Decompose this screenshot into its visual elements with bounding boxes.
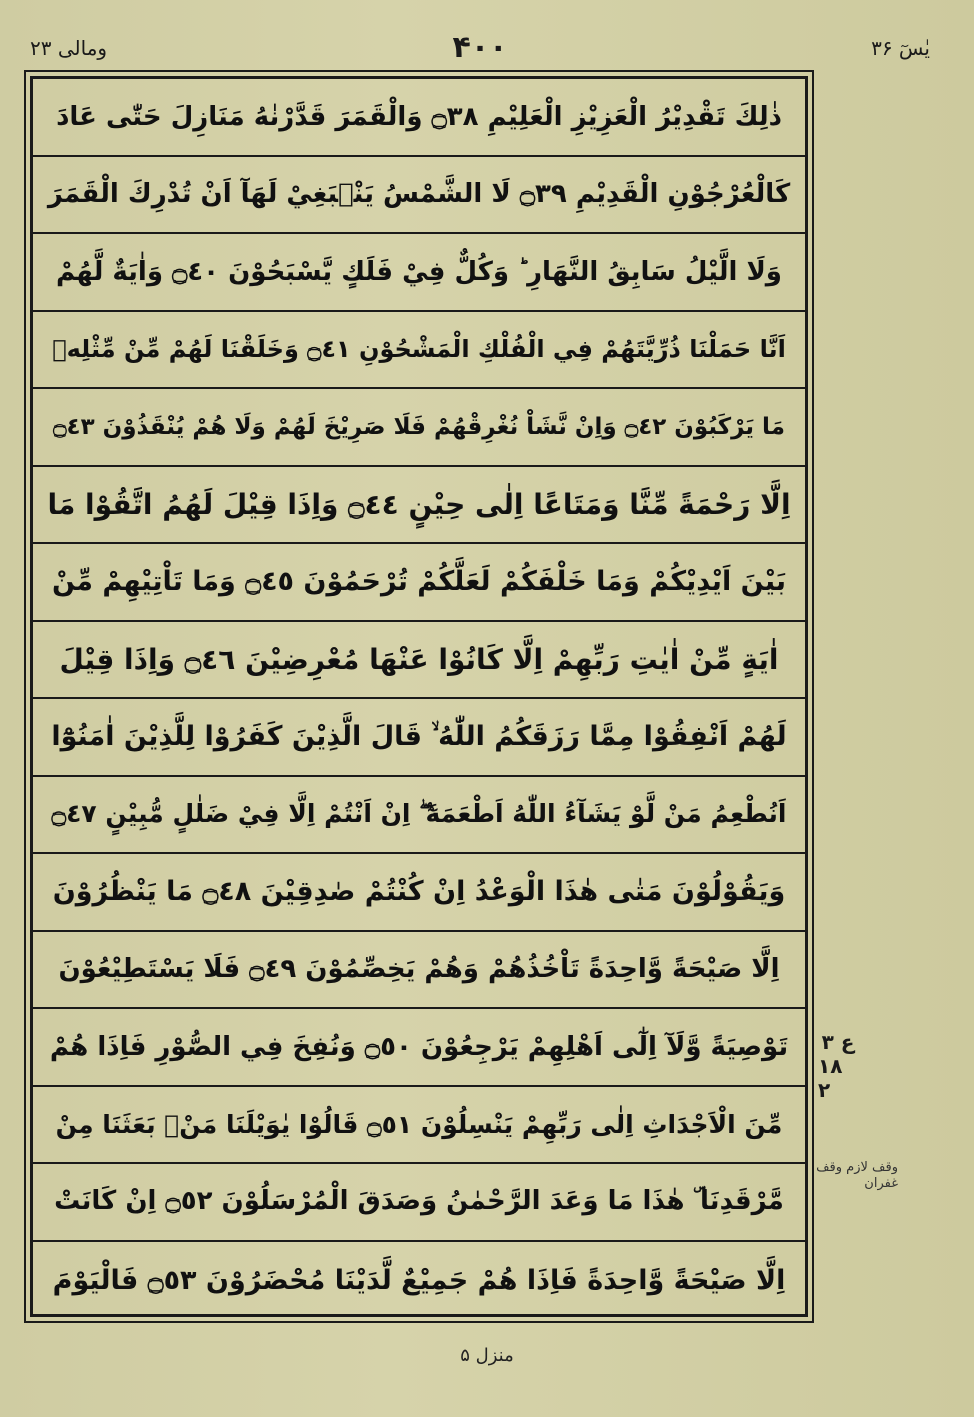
line-text: كَالْعُرْجُوْنِ الْقَدِيْمِ ۝٣٩ لَا الشَّمْسُ يَنْۢبَغِيْ لَهَآ اَنْ تُدْرِكَ الْقَمَرَ <box>47 179 791 210</box>
page-number: ۴۰۰ <box>452 30 508 65</box>
line-text: اَنَّا حَمَلْنَا ذُرِّيَّتَهُمْ فِي الْفُلْكِ الْمَشْحُوْنِ ۝٤١ وَخَلَقْنَا لَهُمْ مِّنْ مِّثْلِهٖ <box>52 335 786 364</box>
line-text: ذٰلِكَ تَقْدِيْرُ الْعَزِيْزِ الْعَلِيْمِ ۝٣٨ وَالْقَمَرَ قَدَّرْنٰهُ مَنَازِلَ حَتّٰى عَادَ <box>56 101 782 132</box>
manzil-footer: منزل ۵ <box>460 1345 514 1366</box>
text-line <box>33 312 805 390</box>
stop-note: وقف لازم وقف غفران <box>816 1160 898 1191</box>
text-line <box>33 854 805 932</box>
text-line <box>33 1087 805 1165</box>
juz-name: ومالی ۲۳ <box>30 36 108 60</box>
text-frame <box>30 76 808 1317</box>
text-line <box>33 1164 805 1242</box>
text-line <box>33 622 805 700</box>
text-line <box>33 234 805 312</box>
page-header <box>30 28 930 68</box>
line-text: اِلَّا صَيْحَةً وَّاحِدَةً فَاِذَا هُمْ جَمِيْعٌ لَّدَيْنَا مُحْضَرُوْنَ ۝٥٣ فَالْيَوْمَ <box>52 1264 786 1296</box>
ruku-marker <box>818 1030 858 1110</box>
line-text: تَوْصِيَةً وَّلَآ اِلٰٓى اَهْلِهِمْ يَرْجِعُوْنَ ۝٥٠ وَنُفِخَ فِي الصُّوْرِ فَاِذَا هُمْ <box>49 1031 789 1062</box>
text-line <box>33 79 805 157</box>
line-text: اٰيَةٍ مِّنْ اٰيٰتِ رَبِّهِمْ اِلَّا كَانُوْا عَنْهَا مُعْرِضِيْنَ ۝٤٦ وَاِذَا قِيْلَ <box>59 642 779 676</box>
text-line <box>33 1242 805 1320</box>
text-line <box>33 699 805 777</box>
line-text: اِلَّا رَحْمَةً مِّنَّا وَمَتَاعًا اِلٰى حِيْنٍ ۝٤٤ وَاِذَا قِيْلَ لَهُمُ اتَّقُوْا مَا <box>47 487 791 521</box>
line-text: مَّرْقَدِنَا ۜ هٰذَا مَا وَعَدَ الرَّحْمٰنُ وَصَدَقَ الْمُرْسَلُوْنَ ۝٥٢ اِنْ كَانَتْ <box>54 1186 784 1217</box>
line-text: اَنُطْعِمُ مَنْ لَّوْ يَشَآءُ اللّٰهُ اَطْعَمَهٗٓ ۖ اِنْ اَنْتُمْ اِلَّا فِيْ ضَلٰلٍ مُّبِيْنٍ ۝٤٧ <box>51 799 787 829</box>
line-text: لَهُمْ اَنْفِقُوْا مِمَّا رَزَقَكُمُ اللّٰهُ ۙ قَالَ الَّذِيْنَ كَفَرُوْا لِلَّذِيْنَ اٰمَنُوْٓا <box>51 720 787 752</box>
text-line <box>33 1009 805 1087</box>
line-text: مَا يَرْكَبُوْنَ ۝٤٢ وَاِنْ نَّشَاْ نُغْرِقْهُمْ فَلَا صَرِيْخَ لَهُمْ وَلَا هُمْ يُنْقَذُوْنَ ۝٤٣ <box>53 413 785 440</box>
ruku-numbers: ۱۸ ۲ <box>818 1054 843 1102</box>
text-line <box>33 932 805 1010</box>
ruku-label: ع ۳ <box>821 1030 855 1054</box>
line-text: وَلَا الَّيْلُ سَابِقُ النَّهَارِ ؕ وَكُلٌّ فِيْ فَلَكٍ يَّسْبَحُوْنَ ۝٤٠ وَاٰيَةٌ لَّهُمْ <box>56 256 782 287</box>
text-line <box>33 389 805 467</box>
surah-name: یٰسٓ ۳۶ <box>871 36 930 60</box>
text-line <box>33 467 805 545</box>
line-text: اِلَّا صَيْحَةً وَّاحِدَةً تَاْخُذُهُمْ وَهُمْ يَخِصِّمُوْنَ ۝٤٩ فَلَا يَسْتَطِيْعُوْنَ <box>58 954 780 985</box>
line-text: بَيْنَ اَيْدِيْكُمْ وَمَا خَلْفَكُمْ لَعَلَّكُمْ تُرْحَمُوْنَ ۝٤٥ وَمَا تَاْتِيْهِمْ مِّنْ <box>51 566 787 598</box>
text-line <box>33 157 805 235</box>
line-text: وَيَقُوْلُوْنَ مَتٰى هٰذَا الْوَعْدُ اِنْ كُنْتُمْ صٰدِقِيْنَ ۝٤٨ مَا يَنْظُرُوْنَ <box>52 876 786 908</box>
text-line <box>33 777 805 855</box>
line-text: مِّنَ الْاَجْدَاثِ اِلٰى رَبِّهِمْ يَنْسِلُوْنَ ۝٥١ قَالُوْا يٰوَيْلَنَا مَنْۢ بَعَثَنَا مِنْ <box>55 1109 783 1139</box>
text-line <box>33 544 805 622</box>
